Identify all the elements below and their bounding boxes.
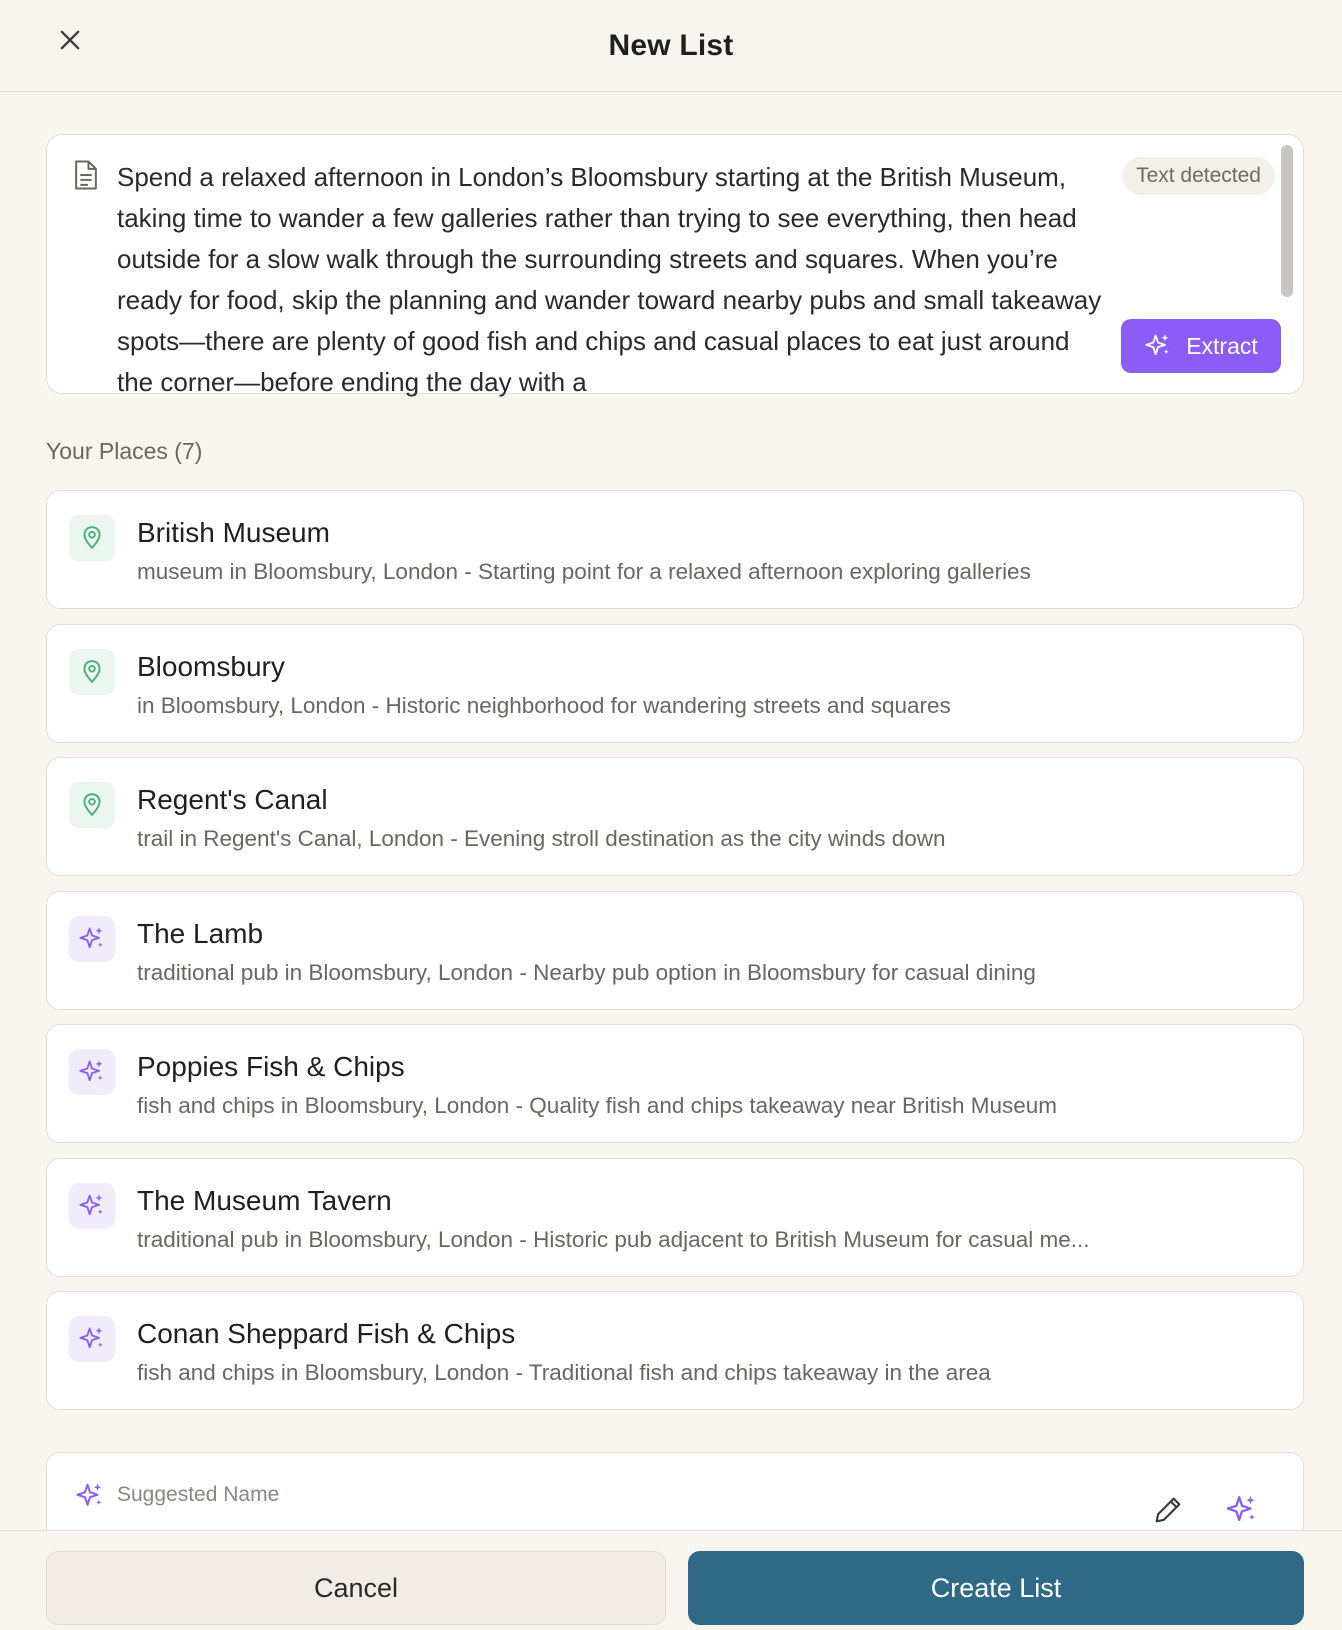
document-icon [71, 159, 101, 191]
sparkle-icon [1225, 1493, 1259, 1527]
map-pin-icon [69, 515, 115, 561]
place-card[interactable] [46, 490, 1304, 609]
place-description: fish and chips in Bloomsbury, London - Quality fish and chips takeaway near British Museum [137, 1093, 1058, 1118]
source-text[interactable]: Spend a relaxed afternoon in London’s Bloomsbury starting at the British Museum, taking time to wander a few galleries rather than trying to see everything, then head outside for a slow walk through the surrounding streets and squares. When you’re ready for food, skip the planning and wander toward nearby pubs and small takeaway spots—there are plenty of good fish and chips and casual places to eat just around the corner—before ending the day with a [117, 162, 1102, 397]
place-name: Conan Sheppard Fish & Chips [137, 1318, 516, 1349]
place-card[interactable] [46, 1024, 1304, 1143]
place-card[interactable] [46, 624, 1304, 743]
map-pin-icon [69, 782, 115, 828]
sparkle-icon [1144, 332, 1172, 360]
regenerate-name-button[interactable] [1225, 1493, 1259, 1527]
suggested-name-label: Suggested Name [117, 1483, 280, 1506]
edit-name-button[interactable] [1151, 1493, 1185, 1527]
sparkle-icon [75, 1481, 105, 1511]
place-name: The Museum Tavern [137, 1184, 392, 1216]
text-detected-badge: Text detected [1122, 157, 1275, 195]
sparkle-icon [69, 1183, 115, 1229]
place-name: Poppies Fish & Chips [137, 1051, 405, 1082]
page-title: New List [608, 28, 734, 62]
place-name: Regent's Canal [137, 784, 328, 815]
place-description: museum in Bloomsbury, London - Starting point for a relaxed afternoon exploring galleries [137, 559, 1031, 584]
place-description: fish and chips in Bloomsbury, London - Traditional fish and chips takeaway in the area [137, 1360, 991, 1385]
places-list [46, 490, 1304, 1425]
place-description: trail in Regent's Canal, London - Evening stroll destination as the city winds down [137, 826, 946, 851]
place-card[interactable] [46, 757, 1304, 876]
pencil-icon [1151, 1493, 1185, 1527]
sparkle-icon [69, 916, 115, 962]
close-button[interactable] [52, 22, 88, 58]
create-list-button[interactable]: Create List [688, 1551, 1304, 1625]
close-icon [56, 26, 84, 54]
footer [0, 1530, 1342, 1630]
scrollbar[interactable] [1281, 145, 1293, 297]
extract-label: Extract [1186, 332, 1258, 359]
sparkle-icon [69, 1049, 115, 1095]
place-name: British Museum [137, 517, 330, 548]
place-name: The Lamb [137, 917, 264, 949]
text-input-area[interactable] [46, 134, 1304, 397]
place-description: traditional pub in Bloomsbury, London - Nearby pub option in Bloomsbury for casual dining [137, 959, 1036, 985]
header [0, 0, 1342, 92]
place-description: in Bloomsbury, London - Historic neighborhood for wandering streets and squares [137, 692, 951, 718]
places-section-label: Your Places (7) [46, 438, 203, 464]
place-description: traditional pub in Bloomsbury, London - Historic pub adjacent to British Museum for casual me... [137, 1226, 1090, 1252]
place-card[interactable] [46, 891, 1304, 1010]
extract-button[interactable] [1121, 319, 1281, 373]
place-card[interactable] [46, 1158, 1304, 1277]
place-name: Bloomsbury [137, 650, 285, 682]
map-pin-icon [69, 649, 115, 695]
sparkle-icon [69, 1316, 115, 1362]
cancel-button[interactable]: Cancel [46, 1551, 666, 1625]
place-card[interactable] [46, 1291, 1304, 1410]
